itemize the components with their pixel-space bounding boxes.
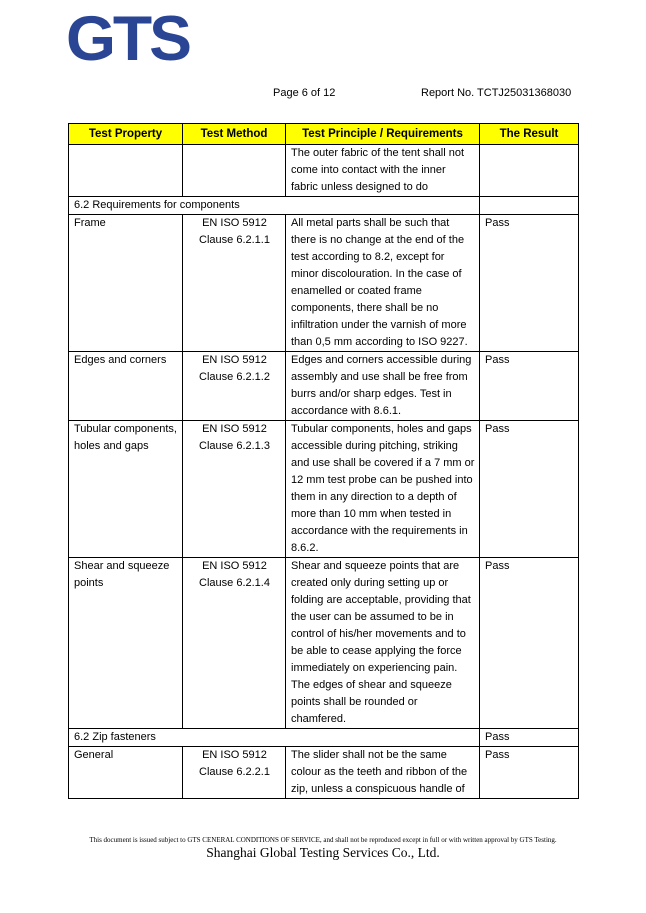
method-line: Clause 6.2.1.2: [199, 371, 270, 383]
method-cell: [183, 215, 286, 352]
method-line: Clause 6.2.2.1: [199, 766, 270, 778]
property-cell: [69, 145, 183, 197]
method-cell: [183, 558, 286, 729]
principle-cell: The slider shall not be the same colour as the teeth and ribbon of the zip, unless a conspicuous handle of: [286, 747, 480, 799]
method-line: EN ISO 5912: [202, 560, 267, 572]
principle-cell: Tubular components, holes and gaps accessible during pitching, striking and use shall be covered if a 7 mm or 12 mm test probe can be pushed into them in any direction to a depth of more than 10 mm when tested in accordance with the requirements in 8.6.2.: [286, 421, 480, 558]
property-cell: Tubular components, holes and gaps: [69, 421, 183, 558]
table-row: [69, 747, 579, 799]
method-line: EN ISO 5912: [202, 354, 267, 366]
test-results-table: [68, 123, 579, 799]
method-line: Clause 6.2.1.1: [199, 234, 270, 246]
method-line: EN ISO 5912: [202, 423, 267, 435]
table-row: [69, 215, 579, 352]
result-cell: [480, 145, 579, 197]
method-line: EN ISO 5912: [202, 749, 267, 761]
result-cell: Pass: [480, 352, 579, 421]
result-cell: [480, 197, 579, 215]
principle-cell: The outer fabric of the tent shall not come into contact with the inner fabric unless designed to do: [286, 145, 480, 197]
section-label: 6.2 Zip fasteners: [69, 729, 480, 747]
section-row: [69, 729, 579, 747]
principle-cell: Edges and corners accessible during assembly and use shall be free from burrs and/or sharp edges. Test in accordance with 8.6.1.: [286, 352, 480, 421]
table-row: [69, 558, 579, 729]
column-header-result: The Result: [480, 124, 579, 145]
method-line: Clause 6.2.1.4: [199, 577, 270, 589]
page-number: Page 6 of 12: [273, 87, 336, 99]
section-label: 6.2 Requirements for components: [69, 197, 480, 215]
property-cell: Edges and corners: [69, 352, 183, 421]
property-cell: General: [69, 747, 183, 799]
column-header-test-method: Test Method: [183, 124, 286, 145]
result-cell: Pass: [480, 421, 579, 558]
principle-cell: All metal parts shall be such that there is no change at the end of the test according to 8.2, except for minor discolouration. In the case of enamelled or coated frame components, there shall be no infiltration under the varnish of more than 0,5 mm according to ISO 9227.: [286, 215, 480, 352]
table-row: [69, 145, 579, 197]
method-line: EN ISO 5912: [202, 217, 267, 229]
report-number: Report No. TCTJ25031368030: [421, 87, 572, 99]
section-row: [69, 197, 579, 215]
result-cell: Pass: [480, 729, 579, 747]
table-row: [69, 421, 579, 558]
report-table-body: [69, 145, 579, 799]
column-header-test-property: Test Property: [69, 124, 183, 145]
column-header-test-principle: Test Principle / Requirements: [286, 124, 480, 145]
page-footer: [0, 836, 646, 861]
gts-logo: GTS: [66, 4, 189, 74]
result-cell: Pass: [480, 215, 579, 352]
method-line: Clause 6.2.1.3: [199, 440, 270, 452]
method-cell: [183, 747, 286, 799]
table-header-row: [69, 124, 579, 145]
property-cell: Frame: [69, 215, 183, 352]
footer-disclaimer: This document is issued subject to GTS CENERAL CONDITIONS OF SERVICE, and shall not be reproduced except in full or with written approval by GTS Testing.: [89, 836, 557, 844]
method-cell: [183, 145, 286, 197]
footer-company-name: Shanghai Global Testing Services Co., Ltd.: [206, 845, 440, 860]
table-row: [69, 352, 579, 421]
result-cell: Pass: [480, 747, 579, 799]
method-cell: [183, 421, 286, 558]
method-cell: [183, 352, 286, 421]
principle-cell: Shear and squeeze points that are created only during setting up or folding are acceptable, providing that the user can be assumed to be in control of his/her movements and to be able to cease applying the force immediately on experiencing pain. The edges of shear and squeeze points shall be rounded or chamfered.: [286, 558, 480, 729]
result-cell: Pass: [480, 558, 579, 729]
property-cell: Shear and squeeze points: [69, 558, 183, 729]
